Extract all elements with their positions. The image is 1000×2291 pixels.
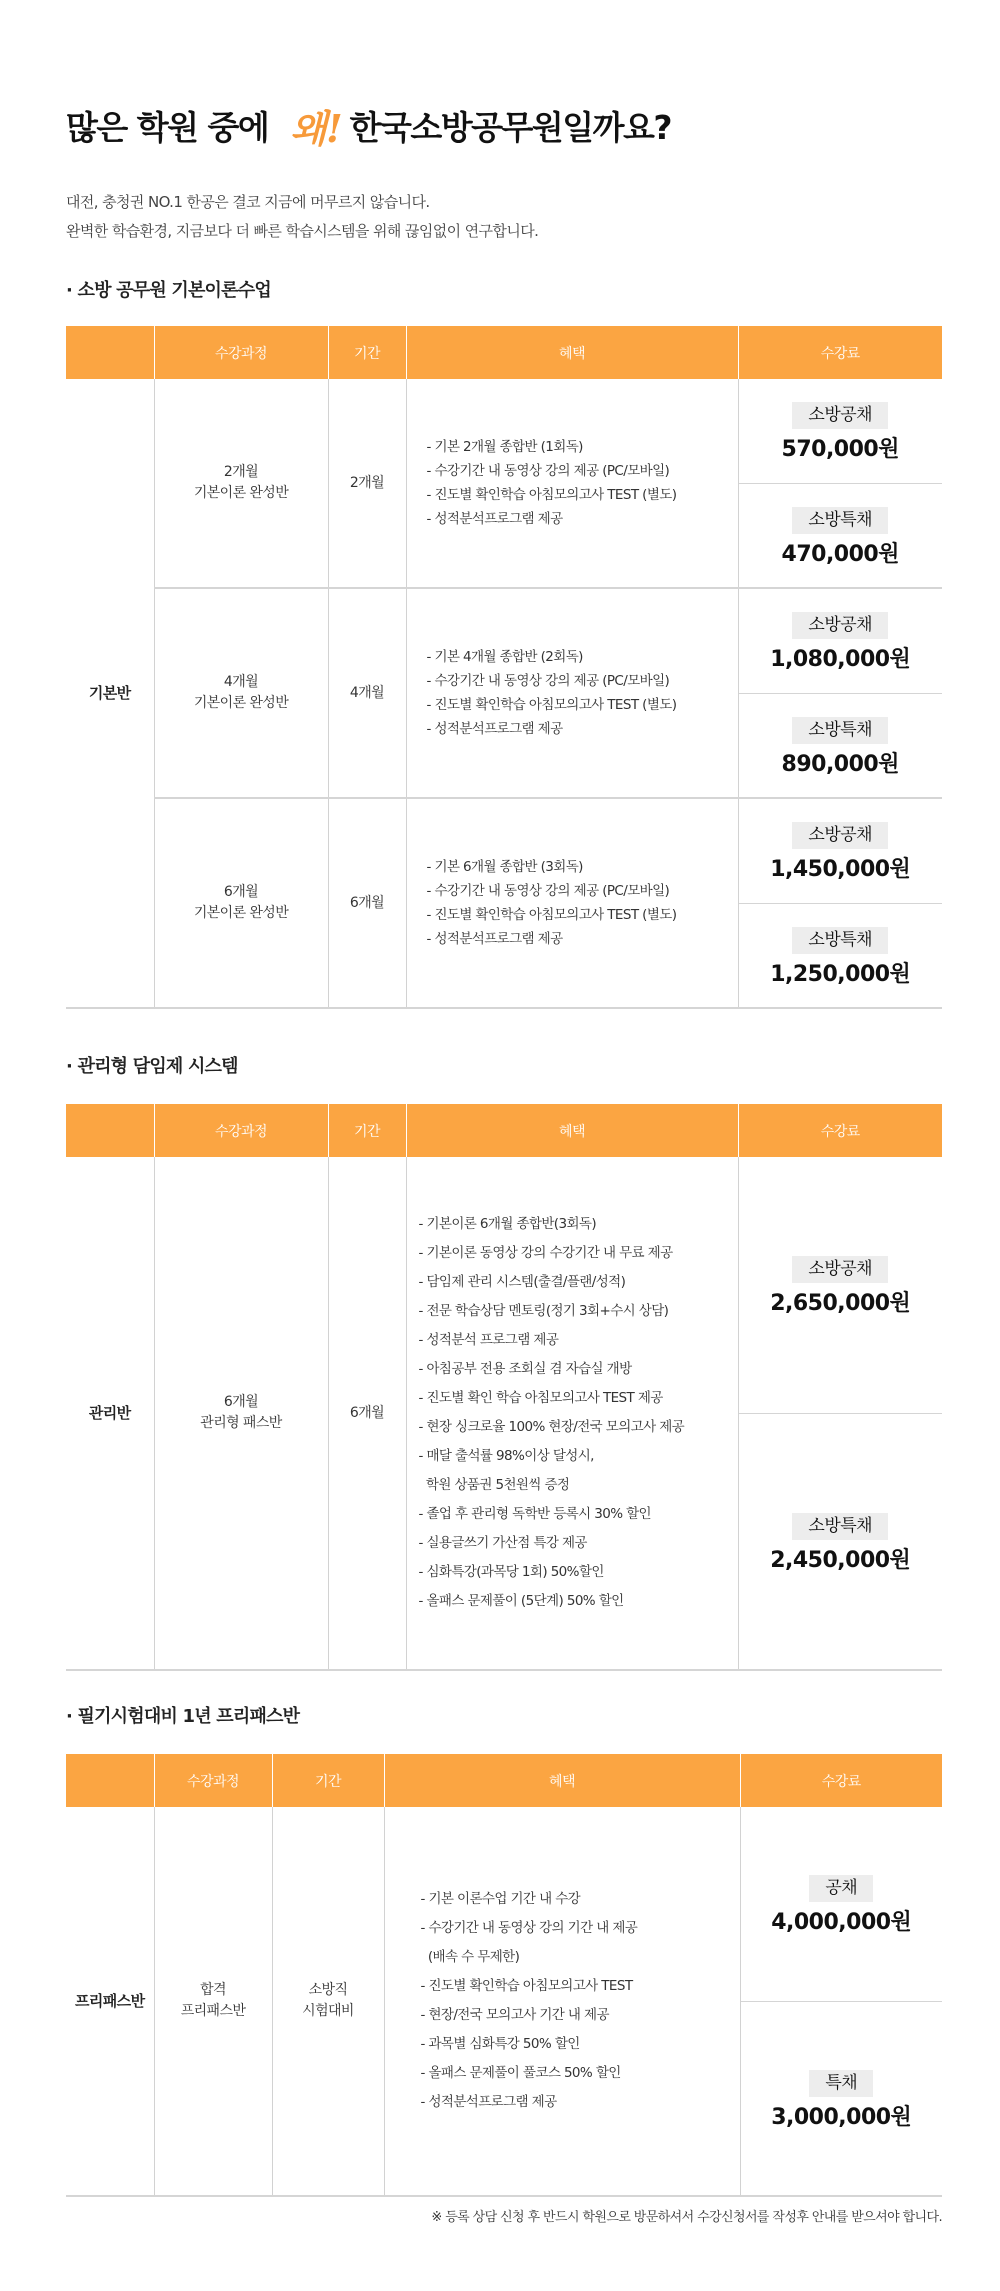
table-row (66, 588, 942, 798)
benefit-item: - 진도별 확인학습 아침모의고사 TEST (420, 1978, 633, 1994)
course-type: 합격 (200, 1982, 226, 1998)
table-header-row (66, 326, 942, 379)
hero-highlight: 왜! (290, 106, 342, 151)
managed-section-title: · 관리형 담임제 시스템 (66, 1056, 238, 1077)
header-course: 수강과정 (154, 1104, 328, 1157)
fee-amount: 1,250,000원 (770, 961, 911, 987)
benefit-item: - 진도별 확인학습 아침모의고사 TEST (별도) (426, 907, 677, 923)
fee-amount: 2,650,000원 (770, 1291, 911, 1316)
benefit-item: - 현장/전국 모의고사 기간 내 제공 (420, 2007, 609, 2023)
header-period: 기간 (272, 1754, 384, 1807)
benefit-item: - 기본 이론수업 기간 내 수강 (420, 1891, 581, 1907)
fee-amount: 1,080,000원 (770, 647, 911, 672)
benefit-item: - 수강기간 내 동영상 강의 제공 (PC/모바일) (426, 883, 670, 899)
fee-label: 소방공채 (792, 1256, 888, 1283)
fee-amount: 570,000원 (781, 437, 899, 462)
hero-title-suffix: 한국소방공무원일까요? (349, 108, 672, 147)
benefit-item: - 성적분석프로그램 제공 (426, 721, 563, 737)
fee-label: 공채 (809, 1875, 873, 1902)
benefit-item: - 매달 출석률 98%이상 달성시, (418, 1448, 594, 1464)
fee-label: 소방공채 (792, 822, 888, 849)
header-fee: 수강료 (738, 326, 942, 379)
category-cell: 관리반 (66, 1157, 154, 1670)
course-cell (154, 798, 328, 1008)
header-empty (66, 1754, 154, 1807)
benefit-item: - 기본 2개월 종합반 (1회독) (426, 439, 583, 455)
header-benefit: 혜택 (406, 326, 738, 379)
fee-option (739, 484, 943, 587)
fee-label: 소방특채 (792, 927, 888, 954)
table-header-row (66, 1754, 942, 1807)
fee-label: 소방특채 (792, 717, 888, 744)
course-name: 기본이론 완성반 (193, 695, 289, 711)
header-empty (66, 326, 154, 379)
course-name: 관리형 패스반 (200, 1415, 282, 1431)
benefit-item: - 성적분석 프로그램 제공 (418, 1332, 559, 1348)
intro-text (66, 188, 538, 246)
freepass-section-title: · 필기시험대비 1년 프리패스반 (66, 1706, 300, 1727)
fee-option (741, 2002, 943, 2195)
basic-section-title: · 소방 공무원 기본이론수업 (66, 280, 271, 301)
benefit-item: - 진도별 확인 학습 아침모의고사 TEST 제공 (418, 1390, 663, 1406)
benefit-cell (384, 1807, 740, 2196)
fee-cell (738, 588, 942, 798)
table-row (66, 379, 942, 588)
fee-label: 소방공채 (792, 402, 888, 429)
header-period: 기간 (328, 326, 406, 379)
benefit-item: - 담임제 관리 시스템(출결/플랜/성적) (418, 1274, 626, 1290)
benefit-cell (406, 798, 738, 1008)
period-cell: 4개월 (328, 588, 406, 798)
period-cell: 2개월 (328, 379, 406, 588)
registration-footnote: ※ 등록 상담 신청 후 반드시 학원으로 방문하셔서 수강신청서를 작성후 안내를 받으셔야 합니다. (431, 2210, 942, 2225)
benefit-cell (406, 379, 738, 588)
fee-cell (738, 798, 942, 1008)
table-row (66, 1807, 942, 2196)
benefit-item: - 심화특강(과목당 1회) 50%할인 (418, 1564, 604, 1580)
header-empty (66, 1104, 154, 1157)
benefit-item: - 올패스 문제풀이 풀코스 50% 할인 (420, 2065, 621, 2081)
period-cell (272, 1807, 384, 2196)
category-cell: 프리패스반 (66, 1807, 154, 2196)
table-row (66, 798, 942, 1008)
benefit-item: - 진도별 확인학습 아침모의고사 TEST (별도) (426, 487, 677, 503)
table-header-row (66, 1104, 942, 1157)
course-duration: 6개월 (223, 884, 259, 900)
intro-line: 완벽한 학습환경, 지금보다 더 빠른 학습시스템을 위해 끊임없이 연구합니다. (66, 222, 539, 240)
benefit-item: 학원 상품권 5천원씩 증정 (418, 1477, 570, 1493)
fee-amount: 3,000,000원 (771, 2104, 912, 2130)
benefit-item: - 수강기간 내 동영상 강의 기간 내 제공 (420, 1920, 638, 1936)
benefit-item: - 수강기간 내 동영상 강의 제공 (PC/모바일) (426, 463, 670, 479)
benefit-item: - 진도별 확인학습 아침모의고사 TEST (별도) (426, 697, 677, 713)
fee-option (739, 1414, 943, 1669)
fee-label: 소방공채 (792, 612, 888, 639)
fee-cell (740, 1807, 942, 2196)
category-cell: 기본반 (66, 379, 154, 1008)
benefit-item: - 아침공부 전용 조회실 겸 자습실 개방 (418, 1361, 632, 1377)
hero-title-prefix: 많은 학원 중에 (66, 108, 269, 147)
course-cell (154, 1157, 328, 1670)
header-period: 기간 (328, 1104, 406, 1157)
period-cell: 6개월 (328, 1157, 406, 1670)
benefit-cell (406, 588, 738, 798)
benefit-item: - 기본이론 동영상 강의 수강기간 내 무료 제공 (418, 1245, 673, 1261)
header-course: 수강과정 (154, 326, 328, 379)
fee-label: 소방특채 (792, 507, 888, 534)
period-line: 소방직 (308, 1982, 348, 1998)
benefit-item: - 수강기간 내 동영상 강의 제공 (PC/모바일) (426, 673, 670, 689)
fee-amount: 4,000,000원 (771, 1910, 912, 1935)
course-duration: 4개월 (223, 674, 259, 690)
fee-option (739, 589, 943, 694)
benefit-item: - 기본이론 6개월 종합반(3회독) (418, 1216, 597, 1232)
fee-option (739, 1157, 943, 1414)
benefit-item: - 성적분석프로그램 제공 (426, 511, 563, 527)
period-cell: 6개월 (328, 798, 406, 1008)
fee-option (739, 379, 943, 484)
table-row (66, 1157, 942, 1670)
fee-amount: 890,000원 (781, 751, 899, 777)
course-name: 기본이론 완성반 (193, 485, 289, 501)
fee-cell (738, 379, 942, 588)
course-cell (154, 1807, 272, 2196)
fee-amount: 2,450,000원 (770, 1547, 911, 1573)
course-name: 프리패스반 (180, 2003, 246, 2019)
period-line: 시험대비 (302, 2003, 354, 2019)
fee-label: 특채 (809, 2070, 873, 2097)
benefit-cell (406, 1157, 738, 1670)
header-course: 수강과정 (154, 1754, 272, 1807)
fee-cell (738, 1157, 942, 1670)
managed-course-table (66, 1104, 942, 1671)
header-fee: 수강료 (740, 1754, 942, 1807)
benefit-item: - 현장 싱크로율 100% 현장/전국 모의고사 제공 (418, 1419, 685, 1435)
fee-option (739, 799, 943, 904)
benefit-item: - 전문 학습상담 멘토링(정기 3회+수시 상담) (418, 1303, 669, 1319)
fee-label: 소방특채 (792, 1513, 888, 1540)
header-benefit: 혜택 (384, 1754, 740, 1807)
course-duration: 2개월 (223, 464, 259, 480)
course-duration: 6개월 (223, 1394, 259, 1410)
freepass-course-table (66, 1754, 942, 2197)
fee-option (739, 904, 943, 1007)
benefit-item: - 성적분석프로그램 제공 (426, 931, 563, 947)
benefit-item: - 성적분석프로그램 제공 (420, 2094, 557, 2110)
header-fee: 수강료 (738, 1104, 942, 1157)
course-name: 기본이론 완성반 (193, 905, 289, 921)
benefit-item: - 기본 6개월 종합반 (3회독) (426, 859, 583, 875)
benefit-item: - 실용글쓰기 가산점 특강 제공 (418, 1535, 587, 1551)
course-cell (154, 588, 328, 798)
benefit-item: - 졸업 후 관리형 독학반 등록시 30% 할인 (418, 1506, 651, 1522)
course-cell (154, 379, 328, 588)
fee-amount: 470,000원 (781, 541, 899, 567)
fee-amount: 1,450,000원 (770, 857, 911, 882)
header-benefit: 혜택 (406, 1104, 738, 1157)
intro-line: 대전, 충청권 NO.1 한공은 결코 지금에 머무르지 않습니다. (66, 193, 430, 211)
benefit-item: (배속 수 무제한) (420, 1949, 520, 1965)
benefit-item: - 과목별 심화특강 50% 할인 (420, 2036, 580, 2052)
fee-option (741, 1807, 943, 2002)
benefit-item: - 기본 4개월 종합반 (2회독) (426, 649, 583, 665)
hero-heading (66, 98, 671, 158)
benefit-item: - 올패스 문제풀이 (5단계) 50% 할인 (418, 1593, 624, 1609)
fee-option (739, 694, 943, 797)
basic-course-table (66, 326, 942, 1009)
